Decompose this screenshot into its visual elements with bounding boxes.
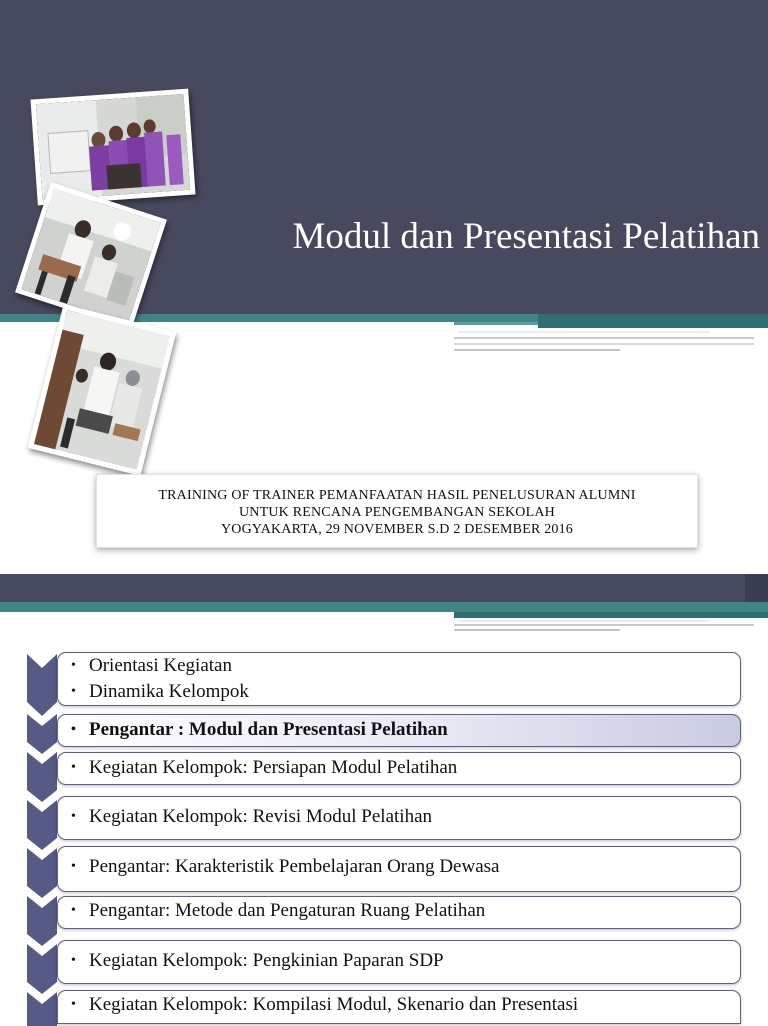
bullet-icon: • — [71, 903, 76, 918]
agenda-bullet — [71, 950, 444, 972]
chevron-down-icon — [27, 896, 57, 946]
event-info-line-3: YOGYAKARTA, 29 NOVEMBER S.D 2 DESEMBER 2016 — [221, 522, 573, 537]
agenda-item-label: Pengantar: Metode dan Pengaturan Ruang Pelatihan — [89, 900, 486, 921]
chevron-down-icon — [27, 848, 57, 898]
bullet-icon: • — [71, 859, 76, 874]
teal-band — [0, 602, 768, 612]
chevron-down-icon — [27, 752, 57, 802]
decor-line — [454, 624, 754, 626]
event-info-line-1: TRAINING OF TRAINER PEMANFAATAN HASIL PENELUSURAN ALUMNI — [158, 488, 636, 503]
teal-band-thick — [538, 314, 768, 328]
agenda-item-kompilasi — [57, 990, 741, 1024]
agenda-item-karakteristik — [57, 846, 741, 892]
event-info-line-2: UNTUK RENCANA PENGEMBANGAN SEKOLAH — [239, 505, 555, 520]
agenda-item-label: Pengantar : Modul dan Presentasi Pelatihan — [89, 719, 448, 740]
agenda-item-pengantar-modul — [57, 714, 741, 747]
agenda-bullet — [71, 681, 249, 703]
agenda-bullet — [71, 994, 578, 1016]
agenda-item-pengkinian — [57, 940, 741, 984]
decor-line — [458, 331, 710, 333]
chevron-down-icon — [27, 714, 57, 754]
decor-line — [454, 322, 538, 325]
agenda-slide — [0, 574, 768, 1024]
agenda-item-metode — [57, 896, 741, 929]
agenda-item-label: Orientasi Kegiatan — [89, 655, 232, 676]
decor-line — [454, 629, 620, 631]
decor-line — [454, 343, 754, 345]
agenda-item-label: Kegiatan Kelompok: Revisi Modul Pelatihan — [89, 806, 433, 827]
chevron-down-icon — [27, 992, 57, 1026]
training-photo-3 — [28, 304, 176, 476]
agenda-header-bar — [0, 574, 768, 602]
teal-band-thick — [454, 612, 768, 618]
agenda-item-label: Pengantar: Karakteristik Pembelajaran Orang Dewasa — [89, 856, 500, 877]
agenda-bullet — [71, 655, 232, 677]
bullet-icon: • — [71, 809, 76, 824]
decor-line — [458, 620, 710, 622]
agenda-bullet — [71, 757, 457, 779]
bullet-icon: • — [71, 658, 76, 673]
event-info-box — [96, 474, 698, 548]
agenda-item-persiapan-modul — [57, 752, 741, 785]
agenda-item-label: Kegiatan Kelompok: Persiapan Modul Pelatihan — [89, 757, 458, 778]
chevron-down-icon — [27, 800, 57, 850]
bullet-icon: • — [71, 997, 76, 1012]
bullet-icon: • — [71, 953, 76, 968]
decor-line — [454, 337, 754, 339]
bullet-icon: • — [71, 722, 76, 737]
agenda-item-revisi-modul — [57, 796, 741, 840]
agenda-bullet — [71, 856, 499, 878]
agenda-bullet — [71, 806, 432, 828]
agenda-bullet — [71, 900, 485, 922]
chevron-down-icon — [27, 654, 57, 716]
corner-block — [745, 574, 768, 602]
slide-gap — [0, 560, 768, 574]
slide-title: Modul dan Presentasi Pelatihan — [292, 216, 760, 257]
bullet-icon: • — [71, 760, 76, 775]
agenda-item-label: Kegiatan Kelompok: Kompilasi Modul, Skenario dan Presentasi — [89, 994, 579, 1015]
decor-line — [454, 349, 620, 351]
agenda-item-orientasi — [57, 652, 741, 706]
agenda-item-label: Kegiatan Kelompok: Pengkinian Paparan SDP — [89, 950, 444, 971]
bullet-icon: • — [71, 684, 76, 699]
chevron-down-icon — [27, 944, 57, 994]
agenda-bullet — [71, 719, 448, 741]
agenda-item-label: Dinamika Kelompok — [89, 681, 249, 702]
